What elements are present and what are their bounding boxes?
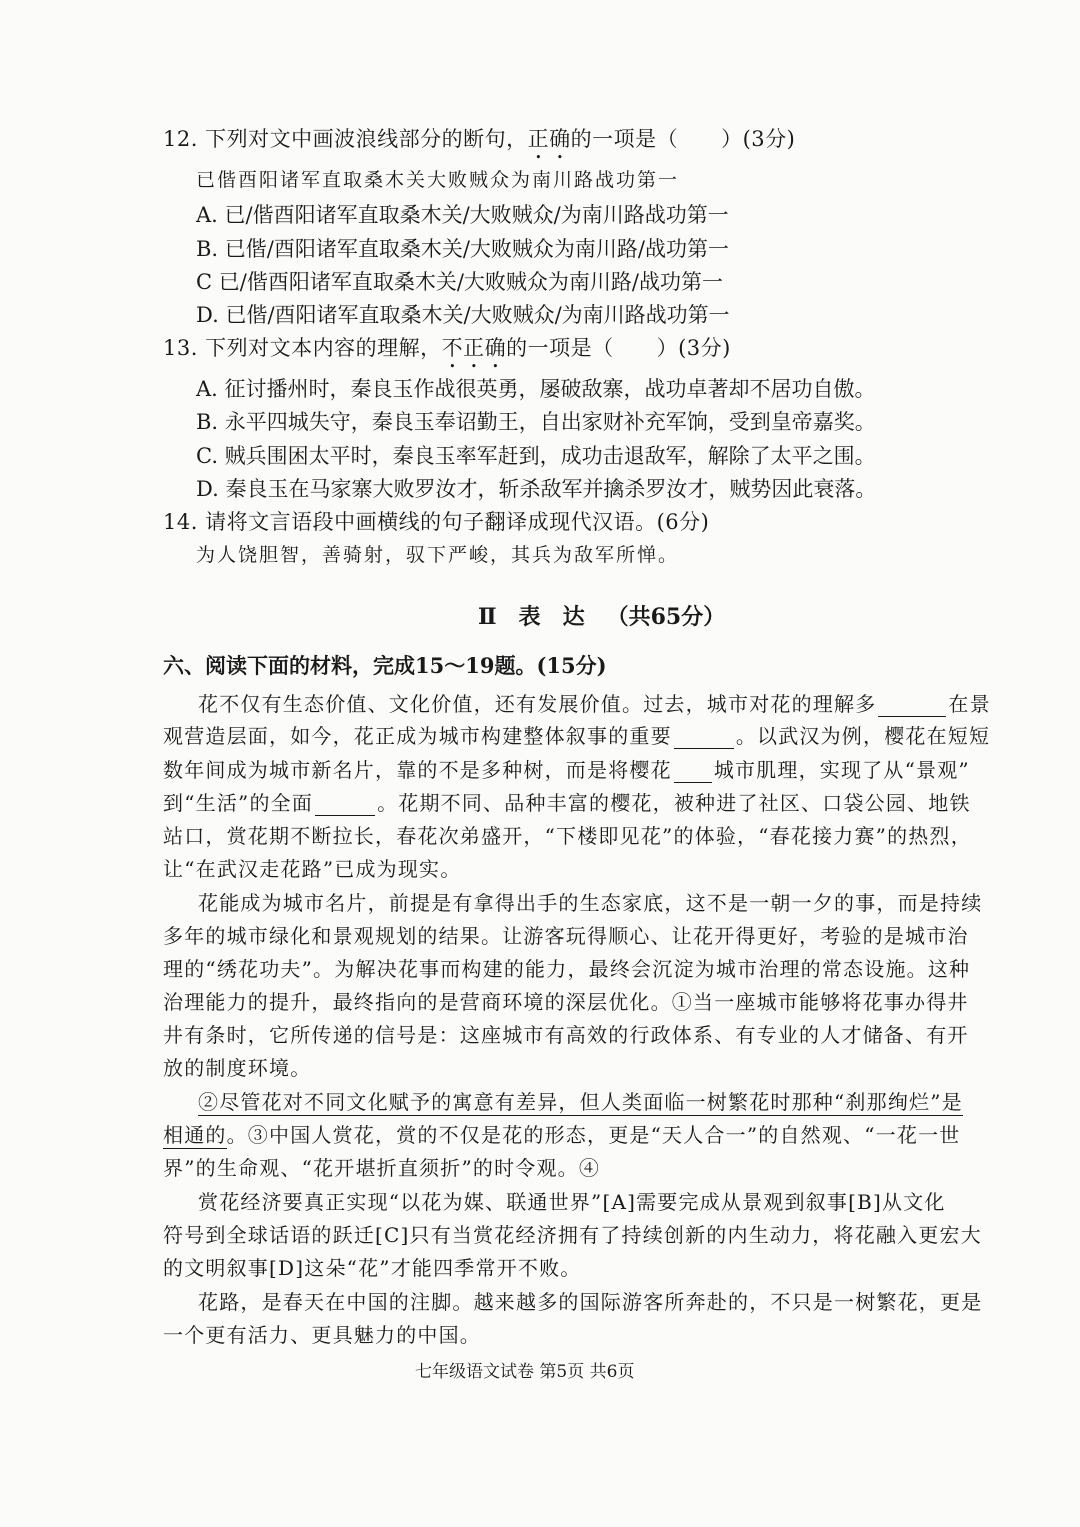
p2-line-3: 理的“绣花功夫”。为解决花事而构建的能力，最终会沉淀为城市治理的常态设施。这种 — [163, 957, 971, 981]
q12-stem: 12. 下列对文中画波浪线部分的断句，正确的一项是（ ）(3分) — [163, 127, 796, 151]
p4-line-1: 赏花经济要真正实现“以花为媒、联通世界”[A]需要完成从景观到叙事[B]从文化 — [198, 1190, 946, 1214]
blank-4[interactable] — [315, 794, 375, 816]
p5-line-1: 花路，是春天在中国的注脚。越来越多的国际游客所奔赴的，不只是一树繁花，更是 — [198, 1290, 983, 1314]
q13-option-c: C. 贼兵围困太平时，秦良玉率军赶到，成功击退敌军，解除了太平之围。 — [196, 444, 876, 468]
blank-2[interactable] — [674, 727, 734, 749]
p1-line-1: 花不仅有生态价值、文化价值，还有发展价值。过去，城市对花的理解多 在景 — [198, 692, 991, 716]
q12-option-c: C 已/偕酉阳诸军直取桑木关/大败贼众为南川路/战功第一 — [196, 270, 723, 294]
p1-line-5: 站口，赏花期不断拉长，春花次弟盛开，“下楼即见花”的体验，“春花接力赛”的热烈， — [163, 824, 972, 848]
q14-sentence: 为人饶胆智，善骑射，驭下严峻，其兵为敌军所惮。 — [196, 544, 680, 566]
p5-line-2: 一个更有活力、更具魅力的中国。 — [163, 1323, 481, 1347]
p3-line-1 — [198, 1086, 963, 1115]
q14-stem: 14. 请将文言语段中画横线的句子翻译成现代汉语。(6分) — [163, 510, 710, 534]
part6-heading: 六、阅读下面的材料，完成15～19题。(15分) — [163, 653, 607, 678]
p3-line-3: 界”的生命观、“花开堪折直须折”的时令观。④ — [163, 1156, 601, 1180]
p4-line-3: 的文明叙事[D]这朵“花”才能四季常开不败。 — [163, 1256, 582, 1280]
p2-line-1: 花能成为城市名片，前提是有拿得出手的生态家底，这不是一朝一夕的事，而是持续 — [198, 891, 983, 915]
p1-line-3: 数年间成为城市新名片，靠的不是多种树，而是将樱花 城市肌理，实现了从“景观” — [163, 758, 970, 782]
q12-source-text: 已偕酉阳诸军直取桑木关大败贼众为南川路战功第一 — [196, 169, 680, 191]
q13-emphasis: 不正确 — [441, 336, 507, 360]
p2-line-5: 井有条时，它所传递的信号是：这座城市有高效的行政体系、有专业的人才储备、有开 — [163, 1023, 969, 1047]
blank-3[interactable] — [674, 761, 712, 783]
q12-option-a: A. 已/偕酉阳诸军直取桑木关/大败贼众/为南川路战功第一 — [196, 203, 729, 227]
p1-line-6: 让“在武汉走花路”已成为现实。 — [163, 857, 462, 881]
p1-line-2: 观营造层面，如今，花正成为城市构建整体叙事的重要 。以武汉为例，樱花在短短 — [163, 724, 991, 748]
p2-line-6: 放的制度环境。 — [163, 1056, 312, 1080]
blank-1[interactable] — [878, 695, 946, 717]
q13-option-d: D. 秦良玉在马家寨大败罗汝才，斩杀敌军并擒杀罗汝才，贼势因此衰落。 — [196, 477, 877, 501]
p2-line-2: 多年的城市绿化和景观规划的结果。让游客玩得顺心、让花开得更好，考验的是城市治 — [163, 924, 969, 948]
p4-line-2: 符号到全球话语的跃迁[C]只有当赏花经济拥有了持续创新的内生动力，将花融入更宏大 — [163, 1223, 982, 1247]
p3-line-2: 相通的。③中国人赏花，赏的不仅是花的形态，更是“天人合一”的自然观、“一花一世 — [163, 1123, 961, 1147]
underlined-sentence: ②尽管花对不同文化赋予的寓意有差异，但人类面临一树繁花时那种“刹那绚烂”是 — [198, 1090, 963, 1114]
p1-line-4: 到“生活”的全面 。花期不同、品种丰富的樱花，被种进了社区、口袋公园、地铁 — [163, 791, 971, 815]
q13-stem: 13. 下列对文本内容的理解，不正确的一项是（ ）(3分) — [163, 336, 731, 360]
p2-line-4: 治理能力的提升，最终指向的是营商环境的深层优化。①当一座城市能够将花事办得井 — [163, 990, 969, 1014]
q13-option-b: B. 永平四城失守，秦良玉奉诏勤王，自出家财补充军饷，受到皇帝嘉奖。 — [196, 410, 876, 434]
q12-emphasis: 正确 — [527, 127, 571, 151]
q12-option-b: B. 已偕/酉阳诸军直取桑木关/大败贼众为南川路/战功第一 — [196, 237, 730, 261]
section-heading: Ⅱ 表 达 （共65分） — [478, 604, 726, 630]
page-footer: 七年级语文试卷 第5页 共6页 — [415, 1362, 635, 1382]
q13-option-a: A. 征讨播州时，秦良玉作战很英勇，屡破敌寨，战功卓著却不居功自傲。 — [196, 377, 876, 401]
q12-option-d: D. 已偕/酉阳诸军直取桑木关/大败贼众/为南川路战功第一 — [196, 303, 730, 327]
